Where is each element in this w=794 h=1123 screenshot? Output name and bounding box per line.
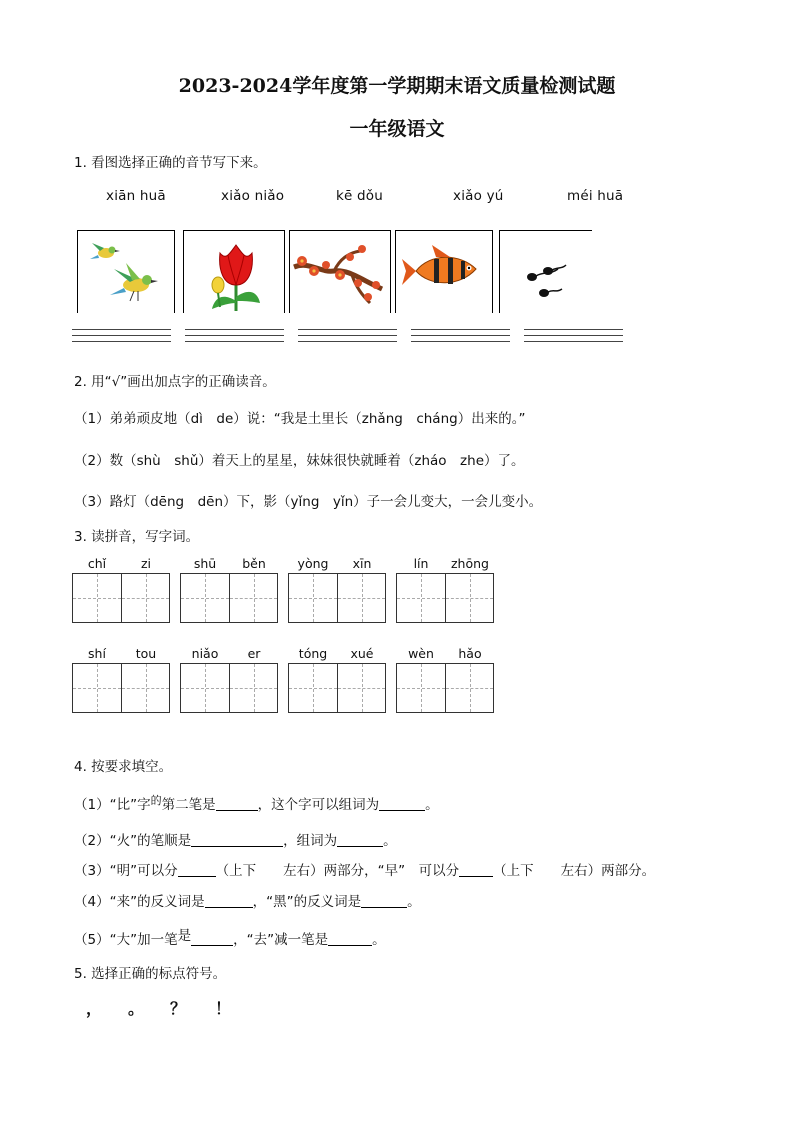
picture-birds xyxy=(77,230,175,313)
answer-blank[interactable] xyxy=(328,933,372,946)
grid-pinyin: xué xyxy=(350,646,374,661)
picture-fish xyxy=(395,230,493,313)
question-4-item-4 xyxy=(74,890,421,910)
grid-pinyin: er xyxy=(247,646,261,661)
item-text: （2）“火”的笔顺是 xyxy=(74,833,192,849)
item-text: ，这个字可以组词为 xyxy=(257,797,380,813)
answer-lines[interactable] xyxy=(185,329,284,347)
picture-tadpoles xyxy=(499,230,592,313)
question-4-item-1 xyxy=(74,793,439,813)
grid-pinyin: xīn xyxy=(352,556,372,571)
exclamation-mark: ！ xyxy=(215,999,232,1018)
fish-icon xyxy=(396,231,492,313)
answer-blank[interactable] xyxy=(459,864,493,877)
item-text: 。 xyxy=(425,797,439,813)
answer-lines[interactable] xyxy=(72,329,171,347)
item-text: 第二笔是 xyxy=(161,797,216,813)
question-5-prompt: 5. 选择正确的标点符号。 xyxy=(74,966,227,982)
answer-blank[interactable] xyxy=(361,895,407,908)
item-text: （3）“明”可以分 xyxy=(74,863,178,879)
plum-blossom-icon xyxy=(290,231,390,313)
pinyin-label: xiǎo niǎo xyxy=(221,188,285,204)
answer-lines[interactable] xyxy=(411,329,510,347)
writing-grid[interactable] xyxy=(396,663,494,713)
answer-blank[interactable] xyxy=(191,933,233,946)
writing-grid[interactable] xyxy=(72,663,170,713)
pinyin-label: xiǎo yú xyxy=(453,188,504,204)
answer-blank[interactable] xyxy=(191,834,283,847)
answer-blank[interactable] xyxy=(216,798,258,811)
answer-blank[interactable] xyxy=(178,864,216,877)
question-2-item: （2）数（shù shǔ）着天上的星星，妹妹很快就睡着（zháo zhe）了。 xyxy=(74,453,525,469)
writing-grid[interactable] xyxy=(288,573,386,623)
item-text: ，“去”减一笔是 xyxy=(233,932,329,948)
question-2-item: （3）路灯（dēng dēn）下，影（yǐng yǐn）子一会儿变大，一会儿变小。 xyxy=(74,494,543,510)
tulip-icon xyxy=(184,231,284,313)
item-text: ，“黑”的反义词是 xyxy=(252,894,362,910)
item-text: 的 xyxy=(150,794,162,807)
pinyin-label: kē dǒu xyxy=(336,188,383,204)
grid-pinyin: shū xyxy=(193,556,217,571)
item-text: （1）“比”字 xyxy=(74,797,151,813)
grid-pinyin: běn xyxy=(242,556,266,571)
item-text: ，组词为 xyxy=(283,833,338,849)
question-4-item-2 xyxy=(74,829,397,849)
birds-icon xyxy=(78,231,174,313)
exam-title: 2023-2024学年度第一学期期末语文质量检测试题 xyxy=(178,75,616,97)
tadpoles-icon xyxy=(500,231,592,313)
question-1-prompt: 1. 看图选择正确的音节写下来。 xyxy=(74,155,267,171)
period-mark: 。 xyxy=(128,999,145,1018)
picture-tulip xyxy=(183,230,285,313)
question-3-prompt: 3. 读拼音，写字词。 xyxy=(74,529,200,545)
item-text: 。 xyxy=(372,932,386,948)
item-text: 。 xyxy=(383,833,397,849)
question-2-prompt: 2. 用“√”画出加点字的正确读音。 xyxy=(74,374,276,390)
writing-grid[interactable] xyxy=(288,663,386,713)
grid-pinyin: zhōng xyxy=(451,556,489,571)
grid-pinyin: chǐ xyxy=(87,556,107,571)
question-4-item-5 xyxy=(74,928,386,948)
answer-lines[interactable] xyxy=(298,329,397,347)
answer-lines[interactable] xyxy=(524,329,623,347)
item-text: （上下 左右）两部分。 xyxy=(493,863,656,879)
comma-mark: ， xyxy=(86,999,103,1018)
item-text: 。 xyxy=(407,894,421,910)
picture-plum-blossom xyxy=(289,230,391,313)
answer-blank[interactable] xyxy=(379,798,425,811)
grid-pinyin: tou xyxy=(135,646,157,661)
writing-grid[interactable] xyxy=(72,573,170,623)
grid-pinyin: niǎo xyxy=(191,646,219,661)
exam-subtitle: 一年级语文 xyxy=(349,118,445,140)
question-2-item: （1）弟弟顽皮地（dì de）说：“我是土里长（zhǎng cháng）出来的。” xyxy=(74,411,526,427)
grid-pinyin: lín xyxy=(413,556,429,571)
grid-pinyin: zi xyxy=(140,556,152,571)
question-4-item-3 xyxy=(74,859,655,879)
answer-blank[interactable] xyxy=(337,834,383,847)
pinyin-label: xiān huā xyxy=(106,188,166,204)
writing-grid[interactable] xyxy=(180,663,278,713)
grid-pinyin: hǎo xyxy=(458,646,482,661)
pinyin-label: méi huā xyxy=(567,188,624,204)
grid-pinyin: wèn xyxy=(408,646,434,661)
item-text: 是 xyxy=(177,928,192,944)
writing-grid[interactable] xyxy=(180,573,278,623)
grid-pinyin: shí xyxy=(88,646,106,661)
grid-pinyin: tóng xyxy=(298,646,328,661)
item-text: （5）“大”加一笔 xyxy=(74,932,178,948)
item-text: （上下 左右）两部分，“早” 可以分 xyxy=(215,863,460,879)
answer-blank[interactable] xyxy=(205,895,253,908)
writing-grid[interactable] xyxy=(396,573,494,623)
item-text: （4）“来”的反义词是 xyxy=(74,894,205,910)
grid-pinyin: yòng xyxy=(297,556,329,571)
question-4-prompt: 4. 按要求填空。 xyxy=(74,759,173,775)
question-mark: ？ xyxy=(170,999,187,1018)
